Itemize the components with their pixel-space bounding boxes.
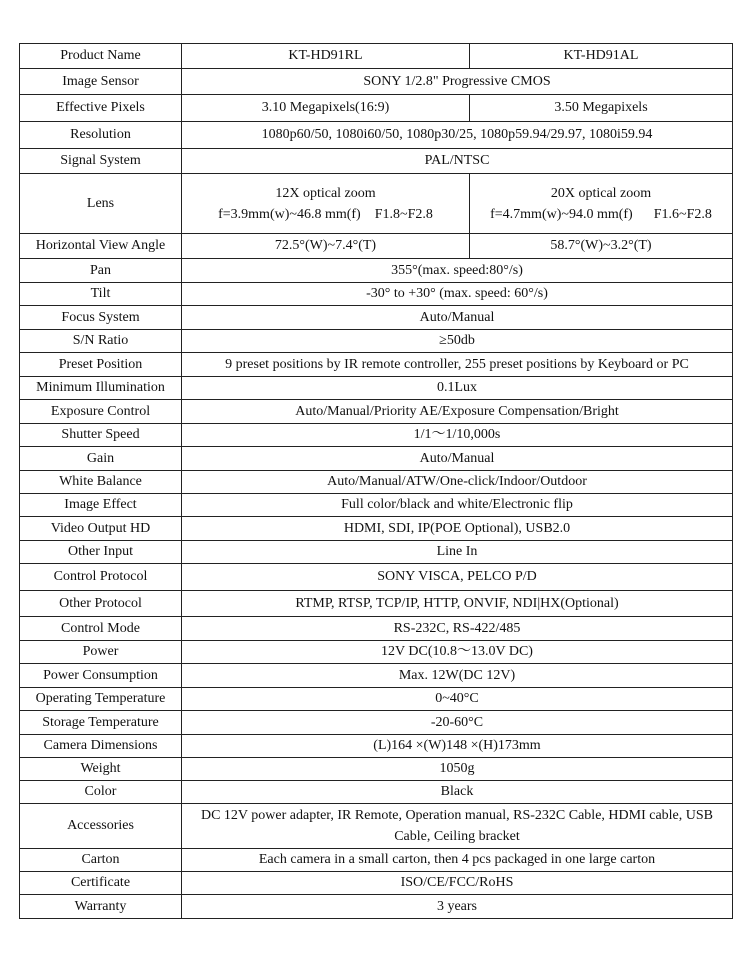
row-s-n-ratio: [20, 330, 733, 353]
image-effect-label: Image Effect: [20, 494, 182, 517]
row-shutter-speed: [20, 424, 733, 447]
row-certificate: [20, 872, 733, 895]
power-value: 12V DC(10.8～13.0V DC): [182, 641, 733, 664]
row-white-balance: [20, 471, 733, 494]
weight-label: Weight: [20, 758, 182, 781]
tilt-label: Tilt: [20, 283, 182, 306]
effective-pixels-al: 3.50 Megapixels: [470, 95, 733, 122]
lens-label: Lens: [20, 174, 182, 234]
row-gain: [20, 447, 733, 471]
row-exposure-control: [20, 400, 733, 424]
operating-temperature-label: Operating Temperature: [20, 688, 182, 711]
tilt-value: -30° to +30° (max. speed: 60°/s): [182, 283, 733, 306]
row-lens: [20, 174, 733, 234]
shutter-speed-label: Shutter Speed: [20, 424, 182, 447]
row-image-effect: [20, 494, 733, 517]
gain-value: Auto/Manual: [182, 447, 733, 471]
camera-dimensions-label: Camera Dimensions: [20, 735, 182, 758]
row-weight: [20, 758, 733, 781]
row-control-mode: [20, 617, 733, 641]
row-accessories: [20, 804, 733, 849]
carton-value: Each camera in a small carton, then 4 pcs packaged in one large carton: [182, 849, 733, 872]
spec-table: [19, 43, 733, 919]
operating-temperature-value: 0~40°C: [182, 688, 733, 711]
effective-pixels-label: Effective Pixels: [20, 95, 182, 122]
s-n-ratio-label: S/N Ratio: [20, 330, 182, 353]
model-al-name: KT-HD91AL: [470, 44, 733, 69]
control-mode-value: RS-232C, RS-422/485: [182, 617, 733, 641]
lens-al-zoom: 20X optical zoom: [550, 185, 652, 201]
model-rl-name: KT-HD91RL: [182, 44, 470, 69]
row-signal-system: [20, 149, 733, 174]
storage-temperature-label: Storage Temperature: [20, 711, 182, 735]
row-power: [20, 641, 733, 664]
lens-rl-focal: f=3.9mm(w)~46.8 mm(f) F1.8~F2.8: [218, 206, 433, 222]
other-protocol-label: Other Protocol: [20, 591, 182, 617]
power-label: Power: [20, 641, 182, 664]
storage-temperature-value: -20-60°C: [182, 711, 733, 735]
row-power-consumption: [20, 664, 733, 688]
horizontal-view-angle-rl: 72.5°(W)~7.4°(T): [182, 234, 470, 259]
row-image-sensor: [20, 69, 733, 95]
focus-system-value: Auto/Manual: [182, 306, 733, 330]
certificate-value: ISO/CE/FCC/RoHS: [182, 872, 733, 895]
row-color: [20, 781, 733, 804]
row-pan: [20, 259, 733, 283]
row-control-protocol: [20, 564, 733, 591]
row-horizontal-view-angle: [20, 234, 733, 259]
certificate-label: Certificate: [20, 872, 182, 895]
power-consumption-value: Max. 12W(DC 12V): [182, 664, 733, 688]
white-balance-value: Auto/Manual/ATW/One-click/Indoor/Outdoor: [182, 471, 733, 494]
row-operating-temperature: [20, 688, 733, 711]
row-other-input: [20, 541, 733, 564]
warranty-label: Warranty: [20, 895, 182, 919]
accessories-label: Accessories: [20, 804, 182, 849]
row-focus-system: [20, 306, 733, 330]
signal-system-value: PAL/NTSC: [182, 149, 733, 174]
color-value: Black: [182, 781, 733, 804]
control-protocol-label: Control Protocol: [20, 564, 182, 591]
spec-table-body: [20, 44, 733, 919]
image-effect-value: Full color/black and white/Electronic flip: [182, 494, 733, 517]
focus-system-label: Focus System: [20, 306, 182, 330]
row-minimum-illumination: [20, 377, 733, 400]
lens-al-focal: f=4.7mm(w)~94.0 mm(f) F1.6~F2.8: [490, 206, 712, 222]
product-name-label: Product Name: [20, 44, 182, 69]
row-storage-temperature: [20, 711, 733, 735]
carton-label: Carton: [20, 849, 182, 872]
weight-value: 1050g: [182, 758, 733, 781]
row-carton: [20, 849, 733, 872]
effective-pixels-rl: 3.10 Megapixels(16:9): [182, 95, 470, 122]
video-output-hd-value: HDMI, SDI, IP(POE Optional), USB2.0: [182, 517, 733, 541]
signal-system-label: Signal System: [20, 149, 182, 174]
horizontal-view-angle-label: Horizontal View Angle: [20, 234, 182, 259]
lens-rl-cell: [182, 174, 470, 234]
minimum-illumination-value: 0.1Lux: [182, 377, 733, 400]
row-effective-pixels: [20, 95, 733, 122]
minimum-illumination-label: Minimum Illumination: [20, 377, 182, 400]
gain-label: Gain: [20, 447, 182, 471]
camera-dimensions-value: (L)164 ×(W)148 ×(H)173mm: [182, 735, 733, 758]
other-protocol-value: RTMP, RTSP, TCP/IP, HTTP, ONVIF, NDI|HX(Optional): [182, 591, 733, 617]
exposure-control-value: Auto/Manual/Priority AE/Exposure Compensation/Bright: [182, 400, 733, 424]
resolution-value: 1080p60/50, 1080i60/50, 1080p30/25, 1080p59.94/29.97, 1080i59.94: [182, 122, 733, 149]
other-input-value: Line In: [182, 541, 733, 564]
image-sensor-value: SONY 1/2.8" Progressive CMOS: [182, 69, 733, 95]
lens-al-cell: [470, 174, 733, 234]
preset-position-label: Preset Position: [20, 353, 182, 377]
image-sensor-label: Image Sensor: [20, 69, 182, 95]
pan-value: 355°(max. speed:80°/s): [182, 259, 733, 283]
accessories-value: DC 12V power adapter, IR Remote, Operation manual, RS-232C Cable, HDMI cable, USB Cable, Ceiling bracket: [182, 804, 733, 849]
control-mode-label: Control Mode: [20, 617, 182, 641]
resolution-label: Resolution: [20, 122, 182, 149]
lens-rl-zoom: 12X optical zoom: [275, 185, 376, 201]
shutter-speed-value: 1/1～1/10,000s: [182, 424, 733, 447]
row-other-protocol: [20, 591, 733, 617]
white-balance-label: White Balance: [20, 471, 182, 494]
other-input-label: Other Input: [20, 541, 182, 564]
video-output-hd-label: Video Output HD: [20, 517, 182, 541]
row-product-name: [20, 44, 733, 69]
warranty-value: 3 years: [182, 895, 733, 919]
color-label: Color: [20, 781, 182, 804]
preset-position-value: 9 preset positions by IR remote controller, 255 preset positions by Keyboard or PC: [182, 353, 733, 377]
horizontal-view-angle-al: 58.7°(W)~3.2°(T): [470, 234, 733, 259]
s-n-ratio-value: ≥50db: [182, 330, 733, 353]
row-warranty: [20, 895, 733, 919]
control-protocol-value: SONY VISCA, PELCO P/D: [182, 564, 733, 591]
row-resolution: [20, 122, 733, 149]
row-video-output-hd: [20, 517, 733, 541]
exposure-control-label: Exposure Control: [20, 400, 182, 424]
row-tilt: [20, 283, 733, 306]
power-consumption-label: Power Consumption: [20, 664, 182, 688]
row-camera-dimensions: [20, 735, 733, 758]
row-preset-position: [20, 353, 733, 377]
pan-label: Pan: [20, 259, 182, 283]
